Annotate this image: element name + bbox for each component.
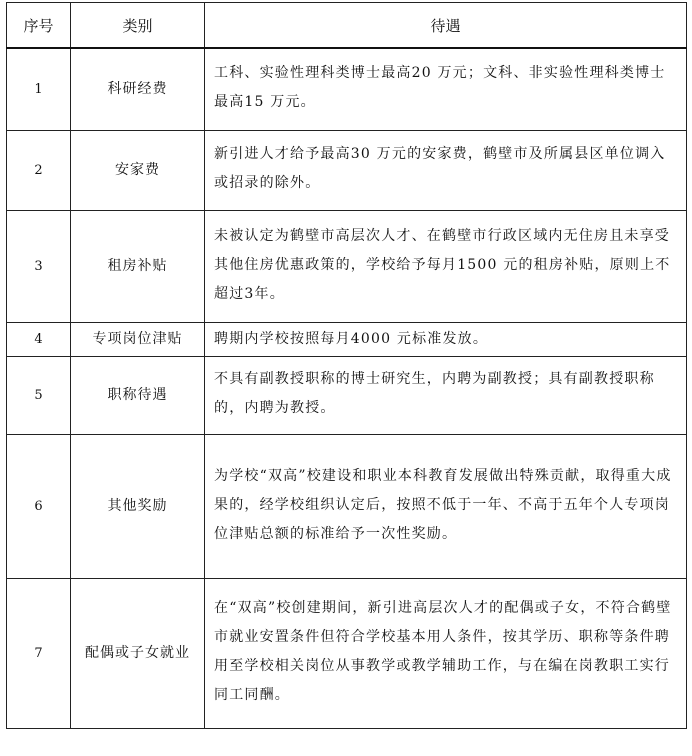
table-row <box>7 578 687 728</box>
row-category: 职称待遇 <box>71 356 205 434</box>
row-category: 安家费 <box>71 130 205 210</box>
table-header-row <box>7 3 687 49</box>
header-index: 序号 <box>7 3 71 49</box>
row-treatment: 为学校“双高”校建设和职业本科教育发展做出特殊贡献，取得重大成果的，经学校组织认定后，按照不低于一年、不高于五年个人专项岗位津贴总额的标准给予一次性奖励。 <box>205 434 687 578</box>
table-row <box>7 322 687 356</box>
row-index: 6 <box>7 434 71 578</box>
row-category: 科研经费 <box>71 48 205 130</box>
header-category: 类别 <box>71 3 205 49</box>
row-treatment: 新引进人才给予最高30 万元的安家费，鹤壁市及所属县区单位调入或招录的除外。 <box>205 130 687 210</box>
row-treatment: 未被认定为鹤壁市高层次人才、在鹤壁市行政区域内无住房且未享受其他住房优惠政策的，学校给予每月1500 元的租房补贴，原则上不超过3年。 <box>205 210 687 322</box>
row-treatment: 不具有副教授职称的博士研究生，内聘为副教授；具有副教授职称的，内聘为教授。 <box>205 356 687 434</box>
row-treatment: 工科、实验性理科类博士最高20 万元；文科、非实验性理科类博士最高15 万元。 <box>205 48 687 130</box>
row-index: 2 <box>7 130 71 210</box>
row-index: 5 <box>7 356 71 434</box>
row-index: 1 <box>7 48 71 130</box>
table-row <box>7 48 687 130</box>
row-category: 专项岗位津贴 <box>71 322 205 356</box>
row-treatment: 聘期内学校按照每月4000 元标准发放。 <box>205 322 687 356</box>
row-category: 租房补贴 <box>71 210 205 322</box>
table-row <box>7 130 687 210</box>
table-row <box>7 434 687 578</box>
row-category: 配偶或子女就业 <box>71 578 205 728</box>
benefits-table <box>6 2 687 729</box>
row-index: 3 <box>7 210 71 322</box>
row-treatment: 在“双高”校创建期间，新引进高层次人才的配偶或子女，不符合鹤壁市就业安置条件但符合学校基本用人条件，按其学历、职称等条件聘用至学校相关岗位从事教学或教学辅助工作，与在编在岗教职工实行同工同酬。 <box>205 578 687 728</box>
row-index: 7 <box>7 578 71 728</box>
row-index: 4 <box>7 322 71 356</box>
table-row <box>7 210 687 322</box>
header-treatment: 待遇 <box>205 3 687 49</box>
table-row <box>7 356 687 434</box>
row-category: 其他奖励 <box>71 434 205 578</box>
